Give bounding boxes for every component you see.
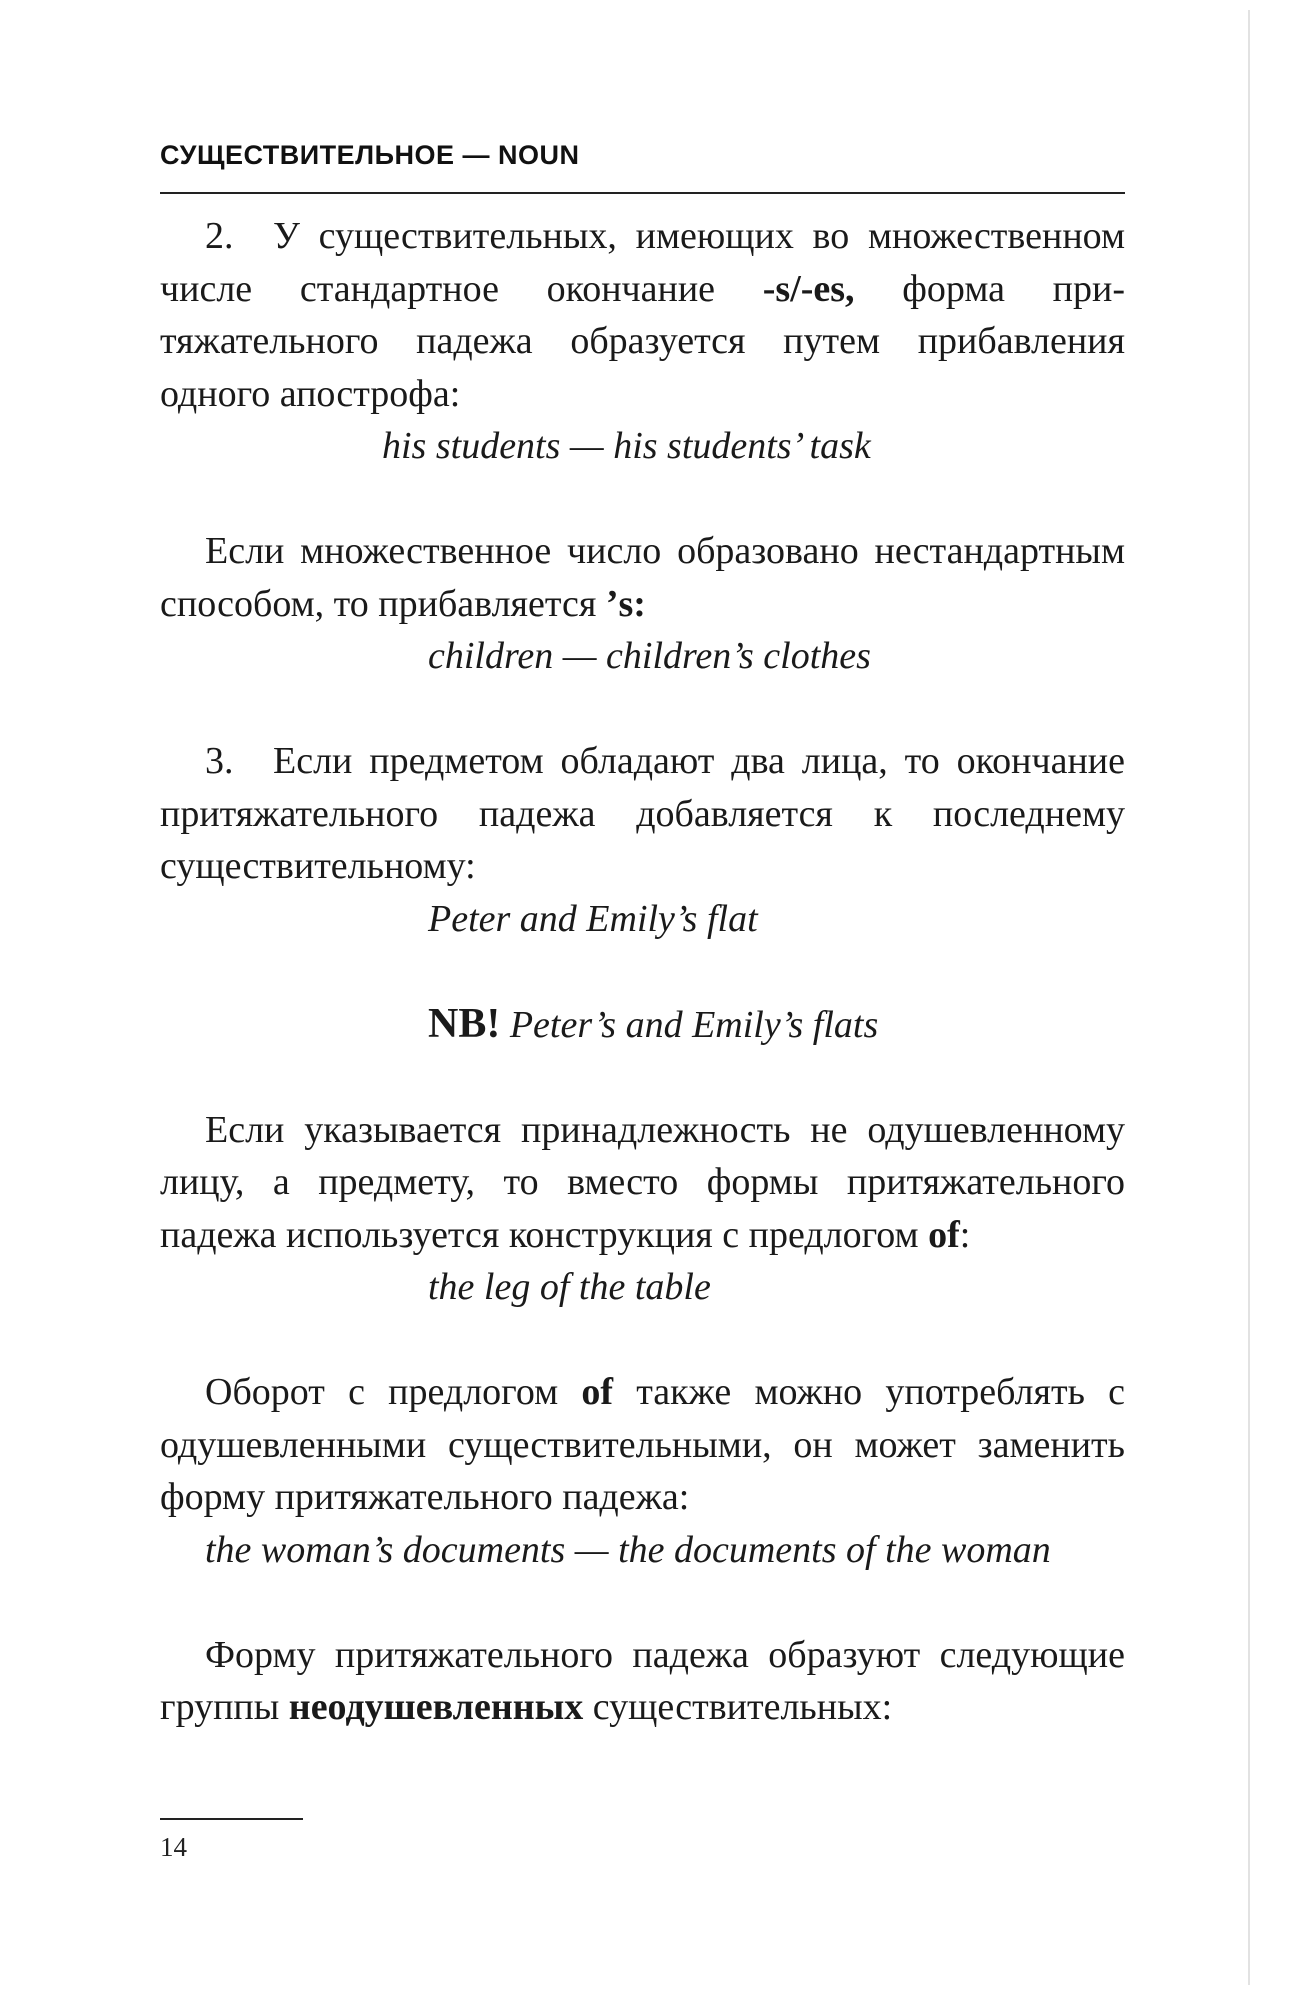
nb-note (160, 998, 1125, 1052)
paragraph-section-3 (160, 735, 1125, 893)
example-table-leg: the leg of the table (428, 1266, 711, 1308)
header-divider (160, 192, 1125, 194)
running-header: СУЩЕСТВИТЕЛЬНОЕ — NOUN (160, 140, 580, 170)
nb-label: NB! (428, 1000, 501, 1047)
nb-example: Peter’s and Emily’s flats (509, 1003, 879, 1046)
paragraph-text: У существительных, имеющих во множественном числе стандартное окончание (160, 215, 1125, 310)
paragraph-text: : (959, 1213, 971, 1256)
paragraph-groups (160, 1629, 1125, 1734)
paragraph-text: также можно употреблять с одушевленными существительными, он может заменить форму притяжательного падежа: (160, 1371, 1125, 1518)
keyword-of: of (928, 1213, 960, 1256)
spacer (160, 945, 1125, 998)
section-number: 3. (205, 740, 234, 782)
paragraph-text: Если множественное число образовано нестандартным способом, то прибавляется (160, 530, 1125, 625)
paragraph-text: Если указывается принадлежность не одушевленному лицу, а предмету, то вместо формы притяжательного падежа используется конструкция с предлогом (160, 1108, 1125, 1256)
page-edge (1248, 10, 1250, 1985)
page-content (160, 210, 1125, 1734)
paragraph-text: Если предметом обладают два лица, то окончание притяжательного падежа добавляется к последнему существительному: (160, 740, 1125, 887)
ending-apostrophe-s: ’s: (605, 582, 646, 625)
paragraph-inanimate (160, 1104, 1125, 1262)
paragraph-text: Форму притяжательного падежа образуют следующие группы (160, 1633, 1125, 1728)
paragraph-text: Оборот с предлогом (205, 1371, 582, 1413)
spacer (160, 473, 1125, 526)
paragraph-irregular-plural (160, 525, 1125, 630)
spacer (160, 1576, 1125, 1629)
keyword-of: of (581, 1371, 614, 1413)
keyword-inanimate: неодушевленных (288, 1686, 584, 1728)
section-number: 2. (205, 215, 234, 257)
footer-divider (160, 1818, 303, 1820)
example-peter-emily: Peter and Emily’s flat (428, 897, 758, 940)
paragraph-section-2 (160, 210, 1125, 420)
example-children: children — children’s clothes (428, 635, 871, 677)
paragraph-text: форма притяжательного падежа образуется путем прибавления одного апострофа: (160, 267, 1125, 415)
spacer (160, 1051, 1125, 1104)
example-woman-documents: the woman’s documents — the documents of the woman (205, 1528, 1051, 1571)
example-students: his students — his students’ task (382, 425, 871, 467)
spacer (160, 1314, 1125, 1367)
ending-s-es: -s/-es, (762, 267, 855, 310)
paragraph-text: существительных: (583, 1686, 893, 1728)
page-number: 14 (160, 1832, 187, 1862)
spacer (160, 683, 1125, 736)
paragraph-of-phrase (160, 1366, 1125, 1524)
